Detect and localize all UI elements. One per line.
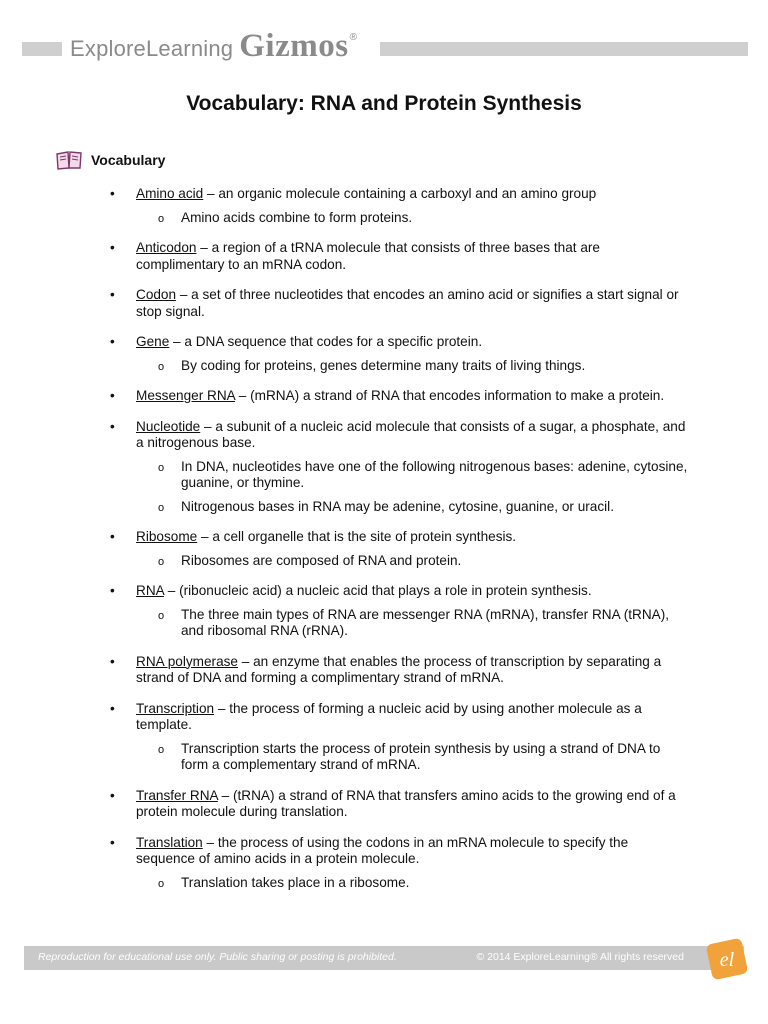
vocab-def-text: – an enzyme that enables the process of transcription by separating a strand of DNA and forming a complimentary strand of mRNA. (136, 653, 662, 685)
vocab-term: RNA polymerase (136, 653, 238, 669)
vocab-term: RNA (136, 583, 164, 598)
vocab-definition (136, 287, 690, 320)
vocab-def-text: – the process of using the codons in an mRNA molecule to specify the sequence of amino acids in a protein molecule. (136, 834, 629, 866)
sub-bullet-icon: o (158, 461, 165, 474)
sub-item-text: Nitrogenous bases in RNA may be adenine, cytosine, guanine, or uracil. (181, 498, 614, 514)
sub-item-text: Translation takes place in a ribosome. (181, 874, 410, 890)
bullet-icon: • (110, 834, 115, 850)
vocab-item (110, 701, 690, 774)
sub-bullet-icon: o (158, 609, 165, 622)
sub-item-text: Ribosomes are composed of RNA and protein. (181, 552, 462, 568)
brand-logo (70, 28, 357, 72)
bullet-icon: • (110, 653, 115, 669)
sub-item (136, 875, 690, 892)
sub-item-text: In DNA, nucleotides have one of the following nitrogenous bases: adenine, cytosine, guanine, or thymine. (181, 458, 688, 490)
sub-bullet-icon: o (158, 212, 165, 225)
vocab-def-text: – a subunit of a nucleic acid molecule that consists of a sugar, a phosphate, and a nitrogenous base. (136, 418, 686, 450)
sub-item (136, 553, 690, 570)
vocab-def-text: – a DNA sequence that codes for a specific protein. (169, 334, 483, 349)
vocab-term: Codon (136, 287, 177, 302)
vocab-definition (136, 388, 690, 405)
sub-item (136, 210, 690, 227)
bullet-icon: • (110, 583, 115, 598)
vocab-definition (136, 583, 690, 600)
vocab-term: Amino acid (136, 186, 204, 201)
sub-item-text: Amino acids combine to form proteins. (181, 209, 413, 225)
vocab-definition (136, 334, 690, 351)
vocab-item (110, 788, 690, 821)
bullet-icon: • (110, 287, 115, 302)
sub-item (136, 459, 690, 492)
logo-text: el (719, 949, 735, 971)
sub-bullet-icon: o (158, 743, 165, 756)
sub-list (136, 741, 690, 774)
sub-bullet-icon: o (158, 877, 165, 890)
vocab-definition (136, 419, 690, 452)
vocab-definition (136, 240, 690, 273)
footer-copyright: © 2014 ExploreLearning® All rights reserved (476, 951, 684, 963)
vocab-def-text: – an organic molecule containing a carboxyl and an amino group (203, 186, 597, 201)
section-heading (55, 150, 165, 170)
sub-bullet-icon: o (158, 501, 165, 514)
vocab-def-text: – (ribonucleic acid) a nucleic acid that plays a role in protein synthesis. (163, 583, 592, 598)
vocab-item (110, 835, 690, 892)
sub-list (136, 607, 690, 640)
sub-item (136, 607, 690, 640)
page-header (0, 28, 768, 78)
vocab-term: Messenger RNA (136, 388, 235, 403)
vocab-definition (136, 701, 690, 734)
bullet-icon: • (110, 388, 115, 403)
vocab-item (110, 419, 690, 516)
explorelearning-logo-icon (705, 937, 749, 981)
page-title: Vocabulary: RNA and Protein Synthesis (186, 92, 582, 115)
header-bar-left (22, 42, 62, 56)
vocab-definition (136, 529, 690, 546)
vocab-def-text: – (mRNA) a strand of RNA that encodes information to make a protein. (234, 388, 665, 403)
vocab-term: Nucleotide (136, 418, 201, 434)
vocab-term: Translation (136, 834, 203, 850)
sub-bullet-icon: o (158, 555, 165, 568)
vocab-def-text: – the process of forming a nucleic acid by using another molecule as a template. (136, 700, 642, 732)
book-icon (55, 150, 83, 170)
sub-item-text: By coding for proteins, genes determine many traits of living things. (181, 357, 586, 373)
sub-list (136, 459, 690, 516)
vocab-term: Anticodon (136, 240, 197, 255)
sub-item-text: The three main types of RNA are messenger RNA (mRNA), transfer RNA (tRNA), and ribosomal RNA (rRNA). (181, 606, 670, 638)
vocab-term: Ribosome (136, 529, 198, 544)
vocab-definition (136, 186, 690, 203)
bullet-icon: • (110, 186, 115, 201)
footer-bar (24, 946, 744, 970)
bullet-icon: • (110, 334, 115, 349)
bullet-icon: • (110, 787, 115, 803)
sub-list (136, 553, 690, 570)
bullet-icon: • (110, 529, 115, 544)
bullet-icon: • (110, 700, 115, 716)
vocab-definition (136, 788, 690, 821)
sub-item (136, 358, 690, 375)
vocab-term: Transfer RNA (136, 787, 218, 803)
vocab-definition (136, 654, 690, 687)
vocab-def-text: – a set of three nucleotides that encodes an amino acid or signifies a start signal or stop signal. (136, 287, 679, 319)
vocab-item (110, 334, 690, 374)
vocab-term: Transcription (136, 700, 215, 716)
footer-disclaimer: Reproduction for educational use only. Public sharing or posting is prohibited. (38, 951, 397, 963)
vocab-item (110, 529, 690, 569)
vocab-def-text: – a cell organelle that is the site of protein synthesis. (197, 529, 517, 544)
vocab-item (110, 186, 690, 226)
vocabulary-list (110, 186, 690, 905)
vocab-def-text: – (tRNA) a strand of RNA that transfers amino acids to the growing end of a protein molecule during translation. (136, 787, 676, 819)
vocab-item (110, 287, 690, 320)
vocab-item (110, 240, 690, 273)
sub-item (136, 499, 690, 516)
brand-explore-text: ExploreLearning (70, 36, 234, 61)
brand-gizmos-text: Gizmos (239, 28, 349, 64)
vocab-item (110, 388, 690, 405)
bullet-icon: • (110, 418, 115, 434)
vocab-def-text: – a region of a tRNA molecule that consists of three bases that are complimentary to an mRNA codon. (136, 240, 600, 272)
sub-bullet-icon: o (158, 360, 165, 373)
sub-item (136, 741, 690, 774)
sub-list (136, 210, 690, 227)
sub-item-text: Transcription starts the process of protein synthesis by using a strand of DNA to form a complementary strand of mRNA. (181, 740, 661, 772)
sub-list (136, 358, 690, 375)
header-bar-right (380, 42, 748, 56)
vocab-item (110, 654, 690, 687)
vocab-definition (136, 835, 690, 868)
section-label: Vocabulary (91, 152, 166, 168)
registered-mark: ® (349, 32, 357, 43)
vocab-term: Gene (136, 334, 170, 349)
vocab-item (110, 583, 690, 640)
sub-list (136, 875, 690, 892)
bullet-icon: • (110, 240, 115, 255)
